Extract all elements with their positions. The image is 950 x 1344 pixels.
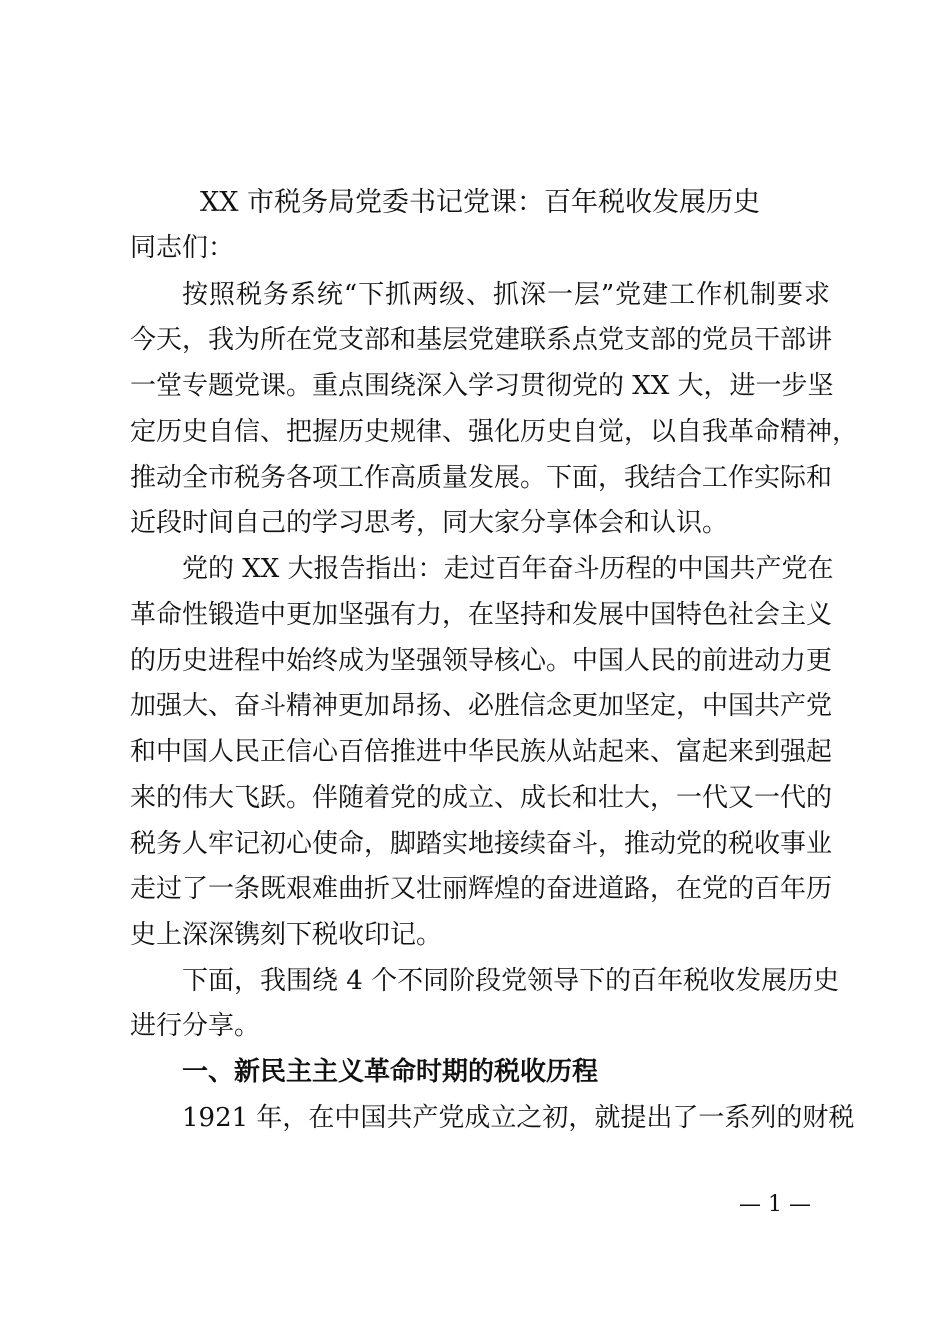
paragraph-line: 来的伟大飞跃。伴随着党的成立、成长和壮大，一代又一代的 <box>130 783 833 813</box>
paragraph-line: 史上深深镌刻下税收印记。 <box>130 920 443 950</box>
paragraph-line: 进行分享。 <box>130 1011 261 1041</box>
paragraph-line: 走过了一条既艰难曲折又壮丽辉煌的奋进道路，在党的百年历 <box>130 874 833 904</box>
paragraph-line: 税务人牢记初心使命，脚踏实地接续奋斗，推动党的税收事业 <box>130 829 833 859</box>
page-number: — 1 — <box>739 1192 811 1217</box>
paragraph-line: 的历史进程中始终成为坚强领导核心。中国人民的前进动力更 <box>130 646 833 676</box>
section-heading: 一、新民主主义革命时期的税收历程 <box>182 1057 599 1087</box>
paragraph-line: 一堂专题党课。重点围绕深入学习贯彻党的 XX 大，进一步坚 <box>130 371 834 401</box>
paragraph-line: 今天，我为所在党支部和基层党建联系点党支部的党员干部讲 <box>130 325 833 355</box>
paragraph-line: 加强大、奋斗精神更加昂扬、必胜信念更加坚定，中国共产党 <box>130 691 833 721</box>
paragraph-line: 定历史自信、把握历史规律、强化历史自觉，以自我革命精神， <box>130 417 859 447</box>
document-title: XX 市税务局党委书记党课：百年税收发展历史 <box>199 187 761 218</box>
paragraph-line: 按照税务系统“下抓两级、抓深一层”党建工作机制要求 <box>182 280 830 310</box>
paragraph-line: 党的 XX 大报告指出：走过百年奋斗历程的中国共产党在 <box>182 554 834 584</box>
paragraph-line: 近段时间自己的学习思考，同大家分享体会和认识。 <box>130 508 729 538</box>
paragraph-line: 1921 年，在中国共产党成立之初，就提出了一系列的财税 <box>182 1103 855 1133</box>
salutation: 同志们： <box>130 233 235 263</box>
paragraph-line: 推动全市税务各项工作高质量发展。下面，我结合工作实际和 <box>130 463 833 493</box>
paragraph-line: 下面，我围绕 4 个不同阶段党领导下的百年税收发展历史 <box>182 966 840 996</box>
paragraph-line: 革命性锻造中更加坚强有力，在坚持和发展中国特色社会主义 <box>130 600 833 630</box>
paragraph-line: 和中国人民正信心百倍推进中华民族从站起来、富起来到强起 <box>130 737 833 767</box>
